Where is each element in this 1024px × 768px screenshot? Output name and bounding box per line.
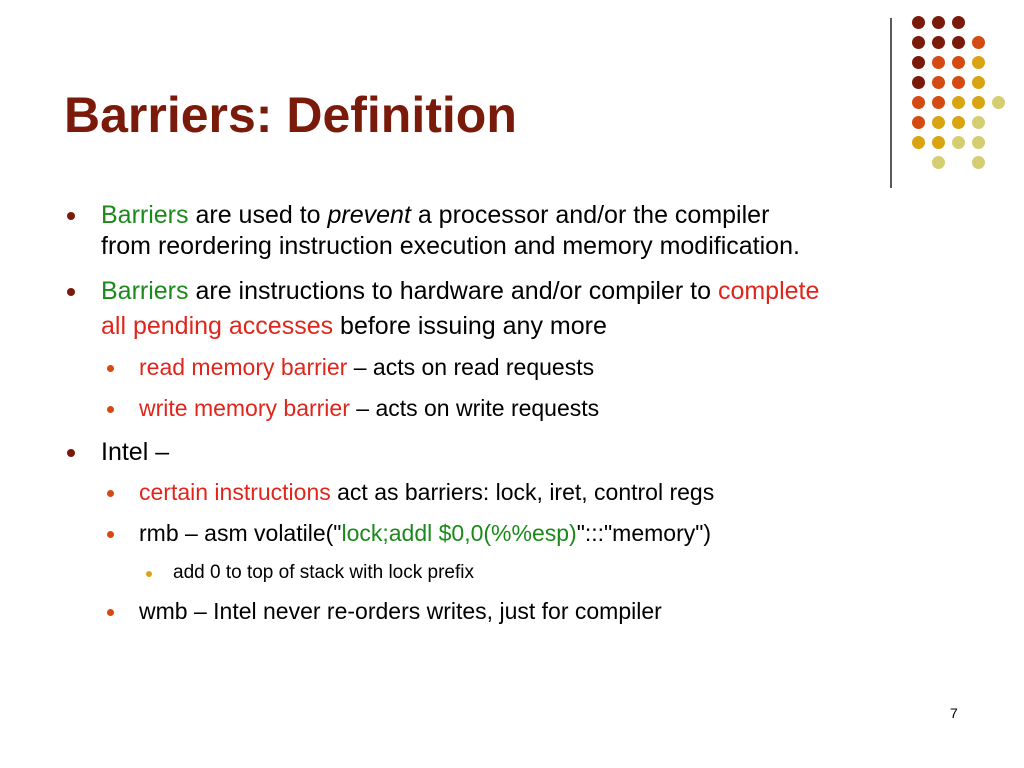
bullet-marker: [67, 288, 75, 296]
sub-bullet-text: ":::"memory"): [576, 520, 712, 546]
bullet-text: before issuing any more: [333, 312, 607, 340]
slide-title: Barriers: Definition: [64, 87, 517, 143]
sub-bullet-read-memory-barrier: [139, 354, 594, 382]
keyword-barriers: Barriers: [101, 277, 189, 305]
keyword-all-pending-accesses: all pending accesses: [101, 312, 334, 340]
bullet-text: Intel –: [101, 438, 170, 466]
sub-bullet-text: – acts on read requests: [347, 354, 595, 380]
bullet-marker: [107, 365, 114, 372]
sub-sub-bullet-text: add 0 to top of stack with lock prefix: [173, 562, 474, 583]
bullet-continuation: [101, 311, 607, 341]
keyword-barriers: Barriers: [101, 201, 189, 229]
sub-bullet-write-memory-barrier: [139, 395, 599, 423]
bullet-intel: [101, 437, 169, 467]
keyword-certain-instructions: certain instructions: [139, 479, 331, 505]
sub-sub-bullet-add-zero: [173, 562, 474, 585]
keyword-write-memory-barrier: write memory barrier: [139, 395, 350, 421]
sub-bullet-text: rmb – asm volatile(": [139, 520, 342, 546]
bullet-barriers-prevent: [101, 200, 769, 230]
sub-bullet-text: – acts on write requests: [349, 395, 600, 421]
bullet-marker: [107, 490, 114, 497]
sub-bullet-wmb: [139, 598, 662, 626]
bullet-marker: [107, 406, 114, 413]
bullet-marker: [67, 449, 75, 457]
bullet-text: are instructions to hardware and/or compiler to: [188, 277, 718, 305]
sub-bullet-certain-instructions: [139, 479, 714, 507]
sub-bullet-rmb: [139, 520, 711, 548]
bullet-continuation: from reordering instruction execution and memory modification.: [101, 232, 800, 260]
bullet-marker: [107, 531, 114, 538]
bullet-text: are used to: [188, 201, 328, 229]
emphasis-prevent: prevent: [327, 201, 411, 229]
keyword-complete: complete: [717, 277, 820, 305]
bullet-barriers-instructions: [101, 276, 819, 306]
bullet-text: a processor and/or the compiler: [410, 201, 770, 229]
bullet-marker: [146, 571, 152, 577]
bullet-marker: [107, 609, 114, 616]
keyword-read-memory-barrier: read memory barrier: [139, 354, 348, 380]
code-lock-addl: lock;addl $0,0(%%esp): [341, 520, 577, 546]
sub-bullet-text: wmb – Intel never re-orders writes, just for compiler: [139, 598, 662, 624]
sub-bullet-text: act as barriers: lock, iret, control regs: [330, 479, 715, 505]
page-number: 7: [950, 705, 958, 721]
bullet-marker: [67, 212, 75, 220]
